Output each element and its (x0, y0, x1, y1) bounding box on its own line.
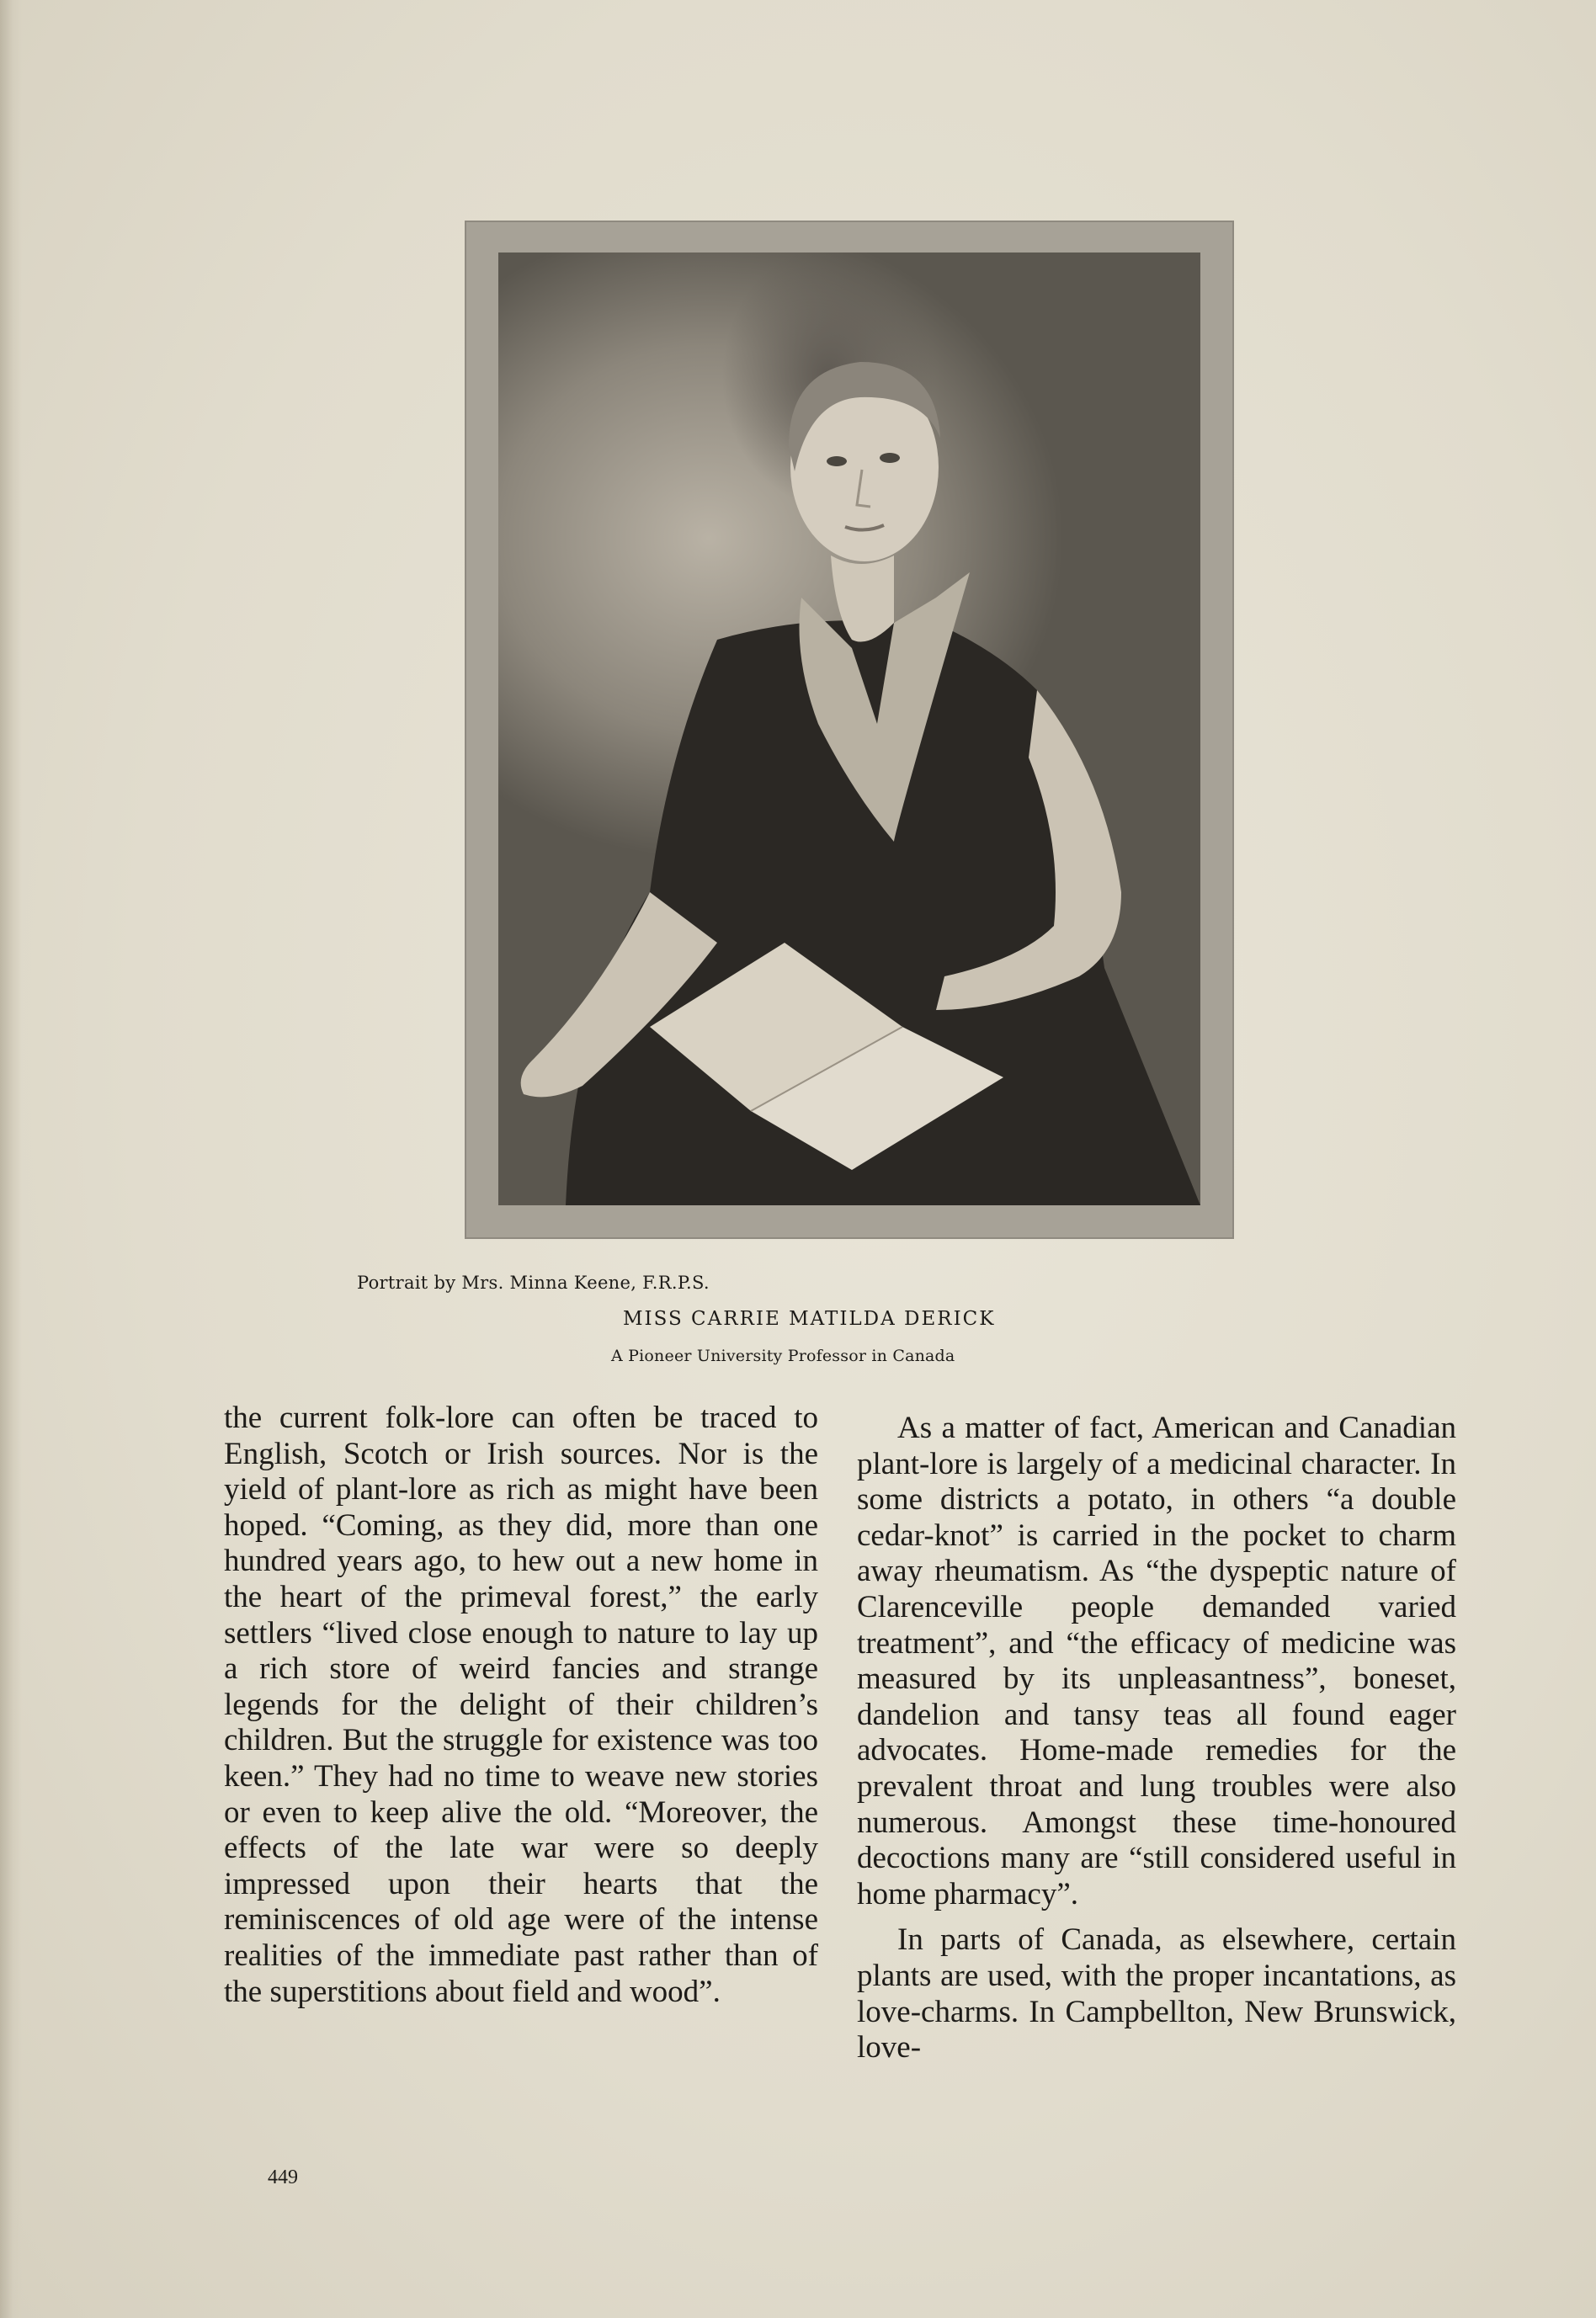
right-column-paragraph-1: As a matter of fact, American and Canadian plant-lore is largely of a medicinal character. In some districts a potato, in others “a double cedar-knot” is carried in the pocket to charm away rheumatism. As “the dyspeptic nature of Clarenceville people demanded varied treatment”, and “the efficacy of medicine was measured by its unpleasantness”, boneset, dandelion and tansy teas all found eager advocates. Home-made remedies for the prevalent throat and lung troubles were also numerous. Amongst these time-honoured decoctions many are “still considered useful in home pharmacy”. (857, 1411, 1456, 1911)
binding-gutter (0, 0, 22, 2318)
page-number: 449 (268, 2166, 298, 2188)
portrait-illustration (498, 253, 1200, 1205)
photo-caption-subtitle: A Pioneer University Professor in Canada (611, 1347, 955, 1365)
right-column-paragraph-2: In parts of Canada, as elsewhere, certain plants are used, with the proper incantations, as love-charms. In Campbellton, New Brunswick, love- (857, 1922, 1456, 2065)
right-column (857, 1411, 1456, 2066)
portrait-photo (498, 253, 1200, 1205)
photo-credit: Portrait by Mrs. Minna Keene, F.R.P.S. (357, 1273, 710, 1293)
photo-caption-title: MISS CARRIE MATILDA DERICK (623, 1308, 996, 1330)
left-column (224, 1401, 818, 2010)
left-column-paragraph: the current folk-lore can often be traced to English, Scotch or Irish sources. Nor is the yield of plant-lore as rich as might have been hoped. “Coming, as they did, more than one hundred years ago, to hew out a new home in the heart of the primeval forest,” the early settlers “lived close enough to nature to lay up a rich store of weird fancies and strange legends for the delight of their children’s children. But the struggle for existence was too keen.” They had no time to weave new stories or even to keep alive the old. “Moreover, the effects of the late war were so deeply impressed upon their hearts that the reminiscences of old age were of the intense realities of the immediate past rather than of the superstitions about field and wood”. (224, 1401, 818, 2009)
